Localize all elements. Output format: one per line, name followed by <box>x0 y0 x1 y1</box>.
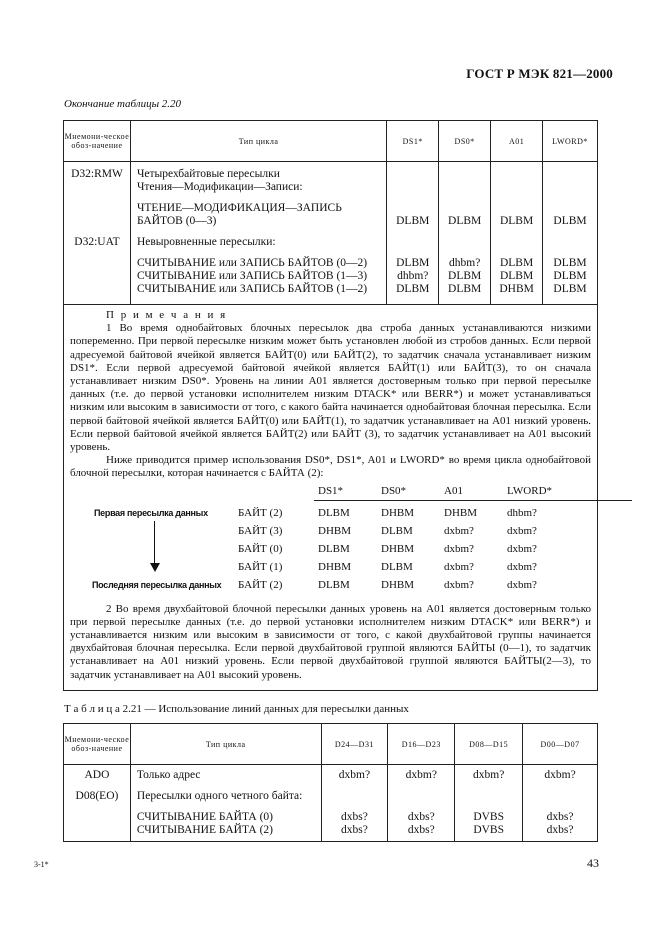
cycle-type: СЧИТЫВАНИЕ или ЗАПИСЬ БАЙТОВ (1—3) <box>136 270 368 282</box>
example-value: dxbm? <box>507 560 537 573</box>
page-number: 43 <box>587 856 599 870</box>
cell-value: dxbm? <box>473 769 505 781</box>
example-value: dxbm? <box>507 542 537 555</box>
header-d08-d15: D08—D15 <box>455 724 523 765</box>
header-d24-d31: D24—D31 <box>321 724 388 765</box>
d08-d15-column <box>455 765 523 842</box>
notes-row <box>64 305 598 691</box>
last-transfer-label: Последняя пересылка данных <box>92 579 222 590</box>
mnemonic-column <box>64 765 131 842</box>
cell-value: dxbm? <box>544 769 576 781</box>
mnemonic-column <box>64 162 131 305</box>
cell-value: dxbs? <box>407 811 435 823</box>
example-value: DLBM <box>318 506 350 519</box>
cell-value: DLBM <box>448 283 482 295</box>
cell-value: DLBM <box>499 215 534 227</box>
example-value: DLBM <box>318 542 350 555</box>
d24-d31-column <box>321 765 388 842</box>
cell-value: DLBM <box>396 215 430 227</box>
standard-header: ГОСТ Р МЭК 821—2000 <box>466 66 613 81</box>
notes-title: П р и м е ч а н и я <box>106 309 228 321</box>
example-header: DS1* <box>318 484 344 497</box>
cell-value: dhbm? <box>397 270 429 282</box>
cell-value: dxbs? <box>341 824 368 836</box>
cycle-type: БАЙТОВ (0—3) <box>136 215 217 227</box>
header-a01: A01 <box>491 121 543 162</box>
cell-value: DLBM <box>553 283 587 295</box>
cycle-type: ЧТЕНИЕ—МОДИФИКАЦИЯ—ЗАПИСЬ <box>136 202 342 214</box>
example-header: LWORD* <box>507 484 553 497</box>
cell-value: dhbm? <box>449 257 481 269</box>
cell-value: DLBM <box>553 270 587 282</box>
cell-value: DHBM <box>499 283 534 295</box>
cycle-type: Чтения—Модификации—Записи: <box>136 181 303 193</box>
note-2: 2 Во время двухбайтовой блочной пересылки данных уровень на A01 является достоверным только при первой пересылке данных (т.е. до первой установки исполнителем низким DTACK* или BERR*) и устанавливается низким или высоким в зависимости от того, с какой двухбайтовой группы начинается двухбайтовая блочная пересылка. Если первой двухбайтовой группой являются БАЙТЫ (0—1), то задатчик устанавливает на A01 низкий уровень. Если первой двухбайтовой группой являются БАЙТЫ(2—3), то задатчик устанавливает на A01 высокий уровень. <box>70 602 591 681</box>
table-header-row <box>64 724 598 765</box>
example-byte: БАЙТ (1) <box>238 560 283 573</box>
mnemonic: D08(EO) <box>75 790 119 802</box>
cell-value: DLBM <box>499 270 534 282</box>
cycle-type-column <box>130 765 321 842</box>
cell-value: dxbm? <box>405 769 437 781</box>
note-1: 1 Во время однобайтовых блочных пересылок два строба данных устанавливаются низкими попеременно. При первой пересылке низким может быть установлен любой из стробов данных. Если первой адресуемой байтовой ячейкой является БАЙТ(0) или БАЙТ(2), то задатчик сначала устанавливает низким DS1*. Если первой адресуемой байтовой ячейкой является БАЙТ(1) или БАЙТ(3), то он сначала устанавливает низким DS0*. Уровень на линии A01 является достоверным только при первой пересылке данных (т.е. до первой установки исполнителем низким DTACK* или BERR*) и может устанавливаться низким или высоким в зависимости от того, с какого байта начинается однобайтовая блочная пересылка. Если первой байтовой ячейкой является БАЙТ(0) или БАЙТ(1), то задатчик устанавливает на A01 низкий уровень. Если первой байтовой ячейкой является БАЙТ(2) или БАЙТ (3), то задатчик устанавливает на A01 высокий уровень. <box>70 322 591 454</box>
header-mnemonic: Мнемони-ческое обоз-начение <box>64 121 131 162</box>
example-byte: БАЙТ (0) <box>238 542 283 555</box>
example-value: dxbm? <box>444 578 474 591</box>
table-2-20 <box>63 120 598 691</box>
cycle-type: СЧИТЫВАНИЕ или ЗАПИСЬ БАЙТОВ (0—2) <box>136 257 368 269</box>
cycle-type: Четырехбайтовые пересылки <box>136 168 280 180</box>
cell-value: DLBM <box>448 215 482 227</box>
table-caption: Окончание таблицы 2.20 <box>64 98 182 110</box>
table-body <box>64 162 598 305</box>
example-table <box>70 485 591 603</box>
cell-value: DLBM <box>396 283 430 295</box>
cycle-type: Только адрес <box>136 769 201 781</box>
d16-d23-column <box>388 765 455 842</box>
table-2-21-title: Т а б л и ц а 2.21 — Использование линий данных для пересылки данных <box>64 703 409 715</box>
header-d16-d23: D16—D23 <box>388 724 455 765</box>
example-value: DLBM <box>381 524 413 537</box>
cell-value: dxbs? <box>546 811 574 823</box>
cycle-type: СЧИТЫВАНИЕ или ЗАПИСЬ БАЙТОВ (1—2) <box>136 283 368 295</box>
example-divider <box>314 500 632 501</box>
example-value: DHBM <box>381 542 415 555</box>
cell-value: DLBM <box>553 257 587 269</box>
cycle-type: СЧИТЫВАНИЕ БАЙТА (2) <box>136 824 273 836</box>
example-value: dxbm? <box>444 542 474 555</box>
ds1-column <box>387 162 439 305</box>
example-value: dxbm? <box>507 578 537 591</box>
notes-cell <box>64 305 598 691</box>
transfer-arrow <box>154 521 155 565</box>
example-value: DLBM <box>381 560 413 573</box>
cycle-type: Невыровненные пересылки: <box>136 236 276 248</box>
example-value: dxbm? <box>444 560 474 573</box>
cell-value: DLBM <box>396 257 430 269</box>
header-d00-d07: D00—D07 <box>523 724 598 765</box>
first-transfer-label: Первая пересылка данных <box>94 507 208 518</box>
cycle-type: Пересылки одного четного байта: <box>136 790 303 802</box>
example-byte: БАЙТ (2) <box>238 578 283 591</box>
cell-value: DVBS <box>473 811 504 823</box>
d00-d07-column <box>523 765 598 842</box>
example-value: DHBM <box>318 524 352 537</box>
cell-value: DLBM <box>553 215 587 227</box>
example-byte: БАЙТ (3) <box>238 524 283 537</box>
table-body <box>64 765 598 842</box>
cell-value: DVBS <box>473 824 504 836</box>
example-header: A01 <box>444 484 463 497</box>
example-value: DHBM <box>381 506 415 519</box>
cell-value: DLBM <box>448 270 482 282</box>
example-value: dxbm? <box>444 524 474 537</box>
cycle-type-column <box>130 162 386 305</box>
mnemonic: D32:UAT <box>74 236 120 248</box>
arrow-down-icon <box>150 563 160 572</box>
header-cycle-type: Тип цикла <box>130 724 321 765</box>
mnemonic: D32:RMW <box>71 168 123 180</box>
example-value: dhbm? <box>507 506 537 519</box>
footer-sheet-mark: 3-1* <box>34 860 49 869</box>
cell-value: dxbm? <box>338 769 371 781</box>
ds0-column <box>439 162 491 305</box>
header-mnemonic: Мнемони-ческое обоз-начение <box>64 724 131 765</box>
header-lword: LWORD* <box>543 121 598 162</box>
cell-value: dxbs? <box>407 824 435 836</box>
example-value: dxbm? <box>507 524 537 537</box>
header-ds1: DS1* <box>387 121 439 162</box>
example-value: DHBM <box>444 506 478 519</box>
cycle-type: СЧИТЫВАНИЕ БАЙТА (0) <box>136 811 273 823</box>
example-byte: БАЙТ (2) <box>238 506 283 519</box>
example-value: DHBM <box>381 578 415 591</box>
example-value: DHBM <box>318 560 352 573</box>
example-value: DLBM <box>318 578 350 591</box>
cell-value: DLBM <box>499 257 534 269</box>
note-example-intro: Ниже приводится пример использования DS0*, DS1*, A01 и LWORD* во время цикла однобайтовой блочной пересылки, которая начинается с БАЙТА (2): <box>70 454 591 480</box>
cell-value: dxbs? <box>341 811 368 823</box>
mnemonic: ADO <box>84 769 110 781</box>
cell-value: dxbs? <box>546 824 574 836</box>
lword-column <box>543 162 598 305</box>
header-cycle-type: Тип цикла <box>130 121 386 162</box>
header-ds0: DS0* <box>439 121 491 162</box>
table-header-row <box>64 121 598 162</box>
example-header: DS0* <box>381 484 407 497</box>
a01-column <box>491 162 543 305</box>
table-2-21 <box>63 723 598 842</box>
